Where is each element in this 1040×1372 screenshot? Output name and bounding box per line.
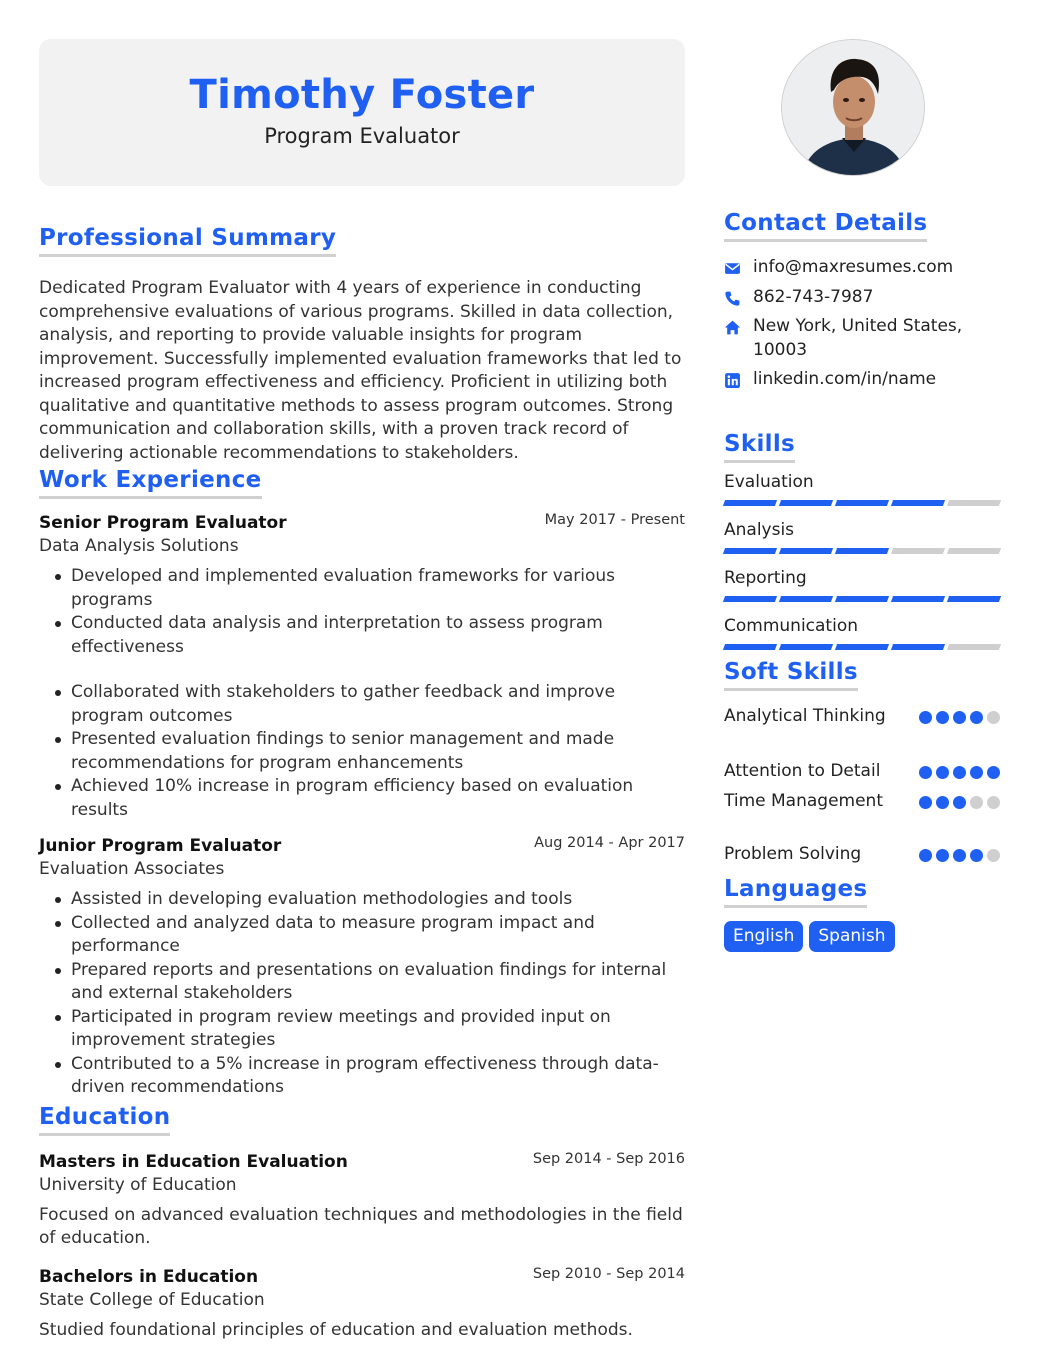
contact-phone-text: 862-743-7987 <box>753 286 874 307</box>
soft-skills-heading: Soft Skills <box>724 659 858 691</box>
rating-dot <box>970 711 983 724</box>
bullet-item: Participated in program review meetings and provided input on improvement strategies <box>39 1006 685 1053</box>
job-entry-dates: May 2017 - Present <box>544 512 685 528</box>
language-tag: Spanish <box>809 921 894 952</box>
work-section <box>39 467 685 1100</box>
skill-item <box>724 567 1000 603</box>
linkedin-icon <box>724 372 741 389</box>
rating-dot <box>936 766 949 779</box>
rating-dot <box>987 711 1000 724</box>
rating-dot <box>970 766 983 779</box>
rating-dot <box>953 766 966 779</box>
job-entry-title: Senior Program Evaluator <box>39 513 287 533</box>
education-school: University of Education <box>39 1174 237 1195</box>
skill-level-bar <box>724 596 1000 603</box>
rating-dot <box>919 849 932 862</box>
rating-dot <box>919 766 932 779</box>
summary-section <box>39 225 685 465</box>
language-tags <box>724 921 1000 952</box>
education-degree: Bachelors in Education <box>39 1266 259 1287</box>
skill-level-bar <box>724 644 1000 651</box>
skill-label: Evaluation <box>724 471 814 492</box>
language-tag: English <box>724 921 803 952</box>
education-entry <box>39 1266 685 1343</box>
rating-dot <box>919 796 932 809</box>
skill-level-segment <box>835 548 889 554</box>
skill-level-segment <box>891 644 945 650</box>
bullet-item: Presented evaluation findings to senior management and made recommendations for program enhancements <box>39 728 685 775</box>
skills-list <box>724 471 1000 651</box>
soft-skill-label: Time Management <box>724 790 883 811</box>
skill-level-bar <box>724 500 1000 507</box>
skill-level-segment <box>779 596 833 602</box>
job-bullets <box>39 565 685 822</box>
bullet-item: Collected and analyzed data to measure program impact and performance <box>39 912 685 959</box>
contact-email-text: info@maxresumes.com <box>753 257 954 277</box>
bullet-item: Contributed to a 5% increase in program effectiveness through data-driven recommendations <box>39 1053 685 1100</box>
skill-level-segment <box>723 644 777 650</box>
soft-skill-rating <box>919 766 1000 779</box>
skill-level-segment <box>779 644 833 650</box>
home-icon <box>724 319 741 336</box>
name-header <box>39 39 685 186</box>
education-school: State College of Education <box>39 1289 265 1310</box>
rating-dot <box>936 796 949 809</box>
soft-skill-label: Attention to Detail <box>724 760 881 781</box>
bullet-item: Assisted in developing evaluation methodologies and tools <box>39 888 685 912</box>
skill-level-segment <box>835 500 889 506</box>
contact-section <box>724 210 1000 392</box>
soft-skill-item <box>724 790 1000 813</box>
rating-dot <box>919 711 932 724</box>
job-entry <box>39 512 685 822</box>
skills-heading: Skills <box>724 431 795 463</box>
rating-dot <box>936 849 949 862</box>
job-entry-company: Data Analysis Solutions <box>39 536 239 556</box>
skill-level-segment <box>723 500 777 506</box>
skill-level-segment <box>835 644 889 650</box>
skill-label: Analysis <box>724 519 795 540</box>
skill-level-segment <box>947 548 1001 554</box>
avatar <box>781 39 925 176</box>
skill-level-segment <box>891 548 945 554</box>
education-dates: Sep 2014 - Sep 2016 <box>532 1150 685 1167</box>
skill-item <box>724 519 1000 555</box>
education-description: Focused on advanced evaluation techniques and methodologies in the field of education. <box>39 1204 683 1248</box>
job-entry <box>39 835 685 1100</box>
rating-dot <box>987 796 1000 809</box>
soft-skill-item <box>724 760 1000 783</box>
education-dates: Sep 2010 - Sep 2014 <box>532 1265 685 1282</box>
skill-level-segment <box>947 500 1001 506</box>
education-entry <box>39 1151 685 1251</box>
contact-phone[interactable] <box>724 286 1000 310</box>
soft-skill-item <box>724 705 1000 728</box>
skill-level-segment <box>779 500 833 506</box>
rating-dot <box>970 796 983 809</box>
contact-linkedin-text: linkedin.com/in/name <box>753 369 937 389</box>
summary-text: Dedicated Program Evaluator with 4 years of experience in conducting comprehensive evaluations of various programs. Skilled in data collection, analysis, and reporting to provide valuable insights for program improvement. Successfully implemented evaluation frameworks that led to increased program effectiveness and efficiency. Proficient in utilizing both qualitative and quantitative methods to assess program outcomes. Strong communication and collaboration skills, with a proven track record of delivering actionable recommendations to stakeholders. <box>39 278 682 463</box>
job-entry-title: Junior Program Evaluator <box>39 836 282 856</box>
avatar-portrait <box>782 40 925 176</box>
job-entry-company: Evaluation Associates <box>39 859 225 879</box>
bullet-item: Collaborated with stakeholders to gather feedback and improve program outcomes <box>39 681 685 728</box>
rating-dot <box>936 711 949 724</box>
education-description: Studied foundational principles of education and evaluation methods. <box>39 1319 633 1340</box>
skill-level-segment <box>723 548 777 554</box>
contact-location <box>724 315 1000 362</box>
rating-dot <box>953 711 966 724</box>
phone-icon <box>724 290 741 307</box>
bullet-item: Conducted data analysis and interpretation to assess program effectiveness <box>39 612 685 659</box>
contact-heading: Contact Details <box>724 210 927 242</box>
skill-level-segment <box>891 596 945 602</box>
soft-skills-section <box>724 659 1000 866</box>
skill-level-segment <box>835 596 889 602</box>
contact-linkedin[interactable] <box>724 368 1000 392</box>
education-degree: Masters in Education Evaluation <box>39 1151 348 1172</box>
rating-dot <box>970 849 983 862</box>
bullet-item: Achieved 10% increase in program efficiency based on evaluation results <box>39 775 685 822</box>
envelope-icon <box>724 260 741 277</box>
rating-dot <box>987 766 1000 779</box>
skill-level-bar <box>724 548 1000 555</box>
job-entry-dates: Aug 2014 - Apr 2017 <box>534 835 685 851</box>
bullet-item: Prepared reports and presentations on evaluation findings for internal and external stakeholders <box>39 959 685 1006</box>
skill-level-segment <box>947 644 1001 650</box>
skill-label: Communication <box>724 615 858 636</box>
candidate-name: Timothy Foster <box>189 72 535 118</box>
languages-heading: Languages <box>724 876 867 908</box>
soft-skill-rating <box>919 849 1000 862</box>
education-heading: Education <box>39 1104 170 1136</box>
skill-item <box>724 471 1000 507</box>
rating-dot <box>987 849 1000 862</box>
education-section <box>39 1104 685 1343</box>
job-title: Program Evaluator <box>264 124 460 148</box>
skill-level-segment <box>779 548 833 554</box>
job-bullets <box>39 888 685 1100</box>
contact-email[interactable] <box>724 256 1000 280</box>
skill-item <box>724 615 1000 651</box>
skill-level-segment <box>723 596 777 602</box>
skills-section <box>724 431 1000 651</box>
soft-skill-label: Problem Solving <box>724 843 862 864</box>
soft-skill-label: Analytical Thinking <box>724 705 886 726</box>
skill-level-segment <box>947 596 1001 602</box>
soft-skill-rating <box>919 796 1000 809</box>
skill-label: Reporting <box>724 567 807 588</box>
soft-skill-rating <box>919 711 1000 724</box>
rating-dot <box>953 796 966 809</box>
contact-location-text: New York, United States, 10003 <box>753 316 963 360</box>
main-column <box>39 39 685 1342</box>
sidebar <box>724 39 1000 952</box>
languages-section <box>724 876 1000 952</box>
skill-level-segment <box>891 500 945 506</box>
soft-skill-item <box>724 843 1000 866</box>
summary-heading: Professional Summary <box>39 225 336 257</box>
bullet-item: Developed and implemented evaluation frameworks for various programs <box>39 565 685 612</box>
work-heading: Work Experience <box>39 467 262 499</box>
rating-dot <box>953 849 966 862</box>
